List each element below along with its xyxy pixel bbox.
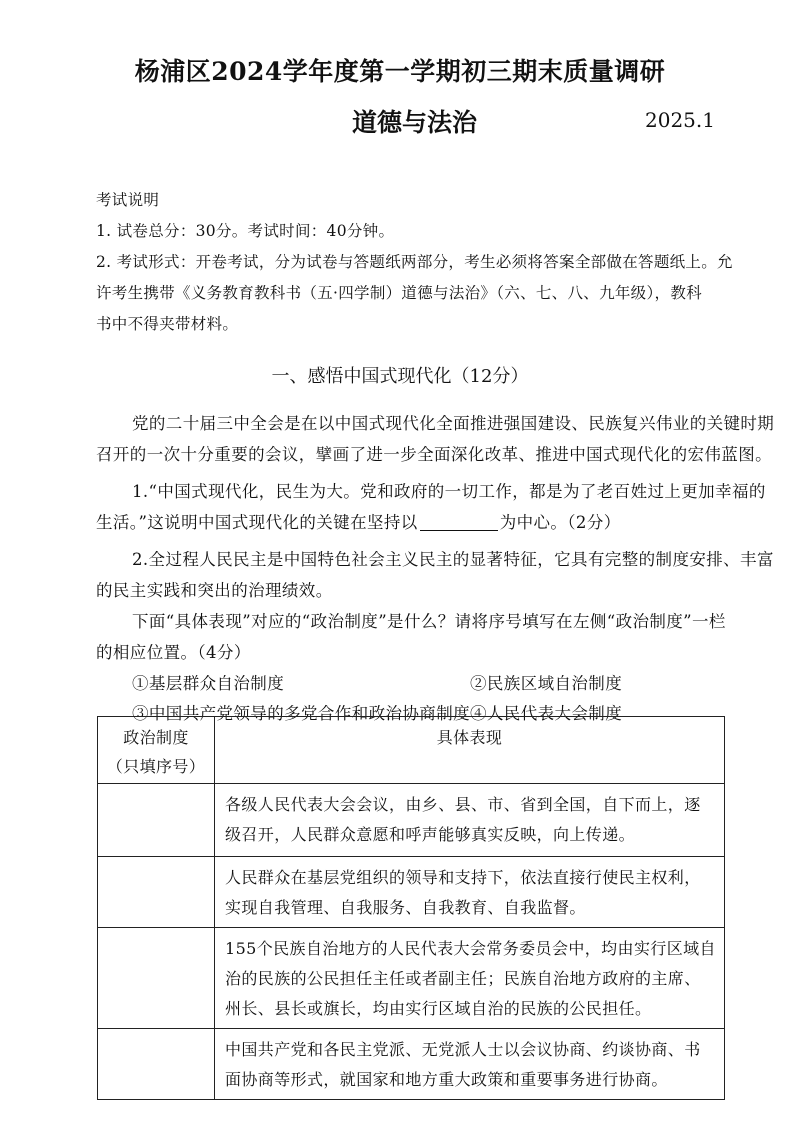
- question-1-text-after: 为中心。（2分）: [499, 513, 621, 532]
- header-col2-label: 具体表现: [436, 728, 503, 747]
- intro-line-2: 召开的一次十分重要的会议，擘画了进一步全面深化改革、推进中国式现代化的宏伟蓝图。: [96, 445, 772, 464]
- answer-cell-4[interactable]: [98, 1029, 215, 1100]
- section-title: 一、感悟中国式现代化（12分）: [271, 366, 529, 387]
- instruction-item-2-line3: 书中不得夹带材料。: [96, 315, 239, 333]
- exam-date: 2025.1: [645, 108, 715, 132]
- table-header-col2: [215, 717, 725, 784]
- question-2-line1: 2.全过程人民民主是中国特色社会主义民主的显著特征，它具有完整的制度安排、丰富: [132, 550, 774, 569]
- table-row: [98, 1029, 725, 1100]
- description-cell: 155个民族自治地方的人民代表大会常务委员会中，均由实行区域自治的民族的公民担任主任或者副主任；民族自治地方政府的主席、州长、县长或旗长，均由实行区域自治的民族的公民担任。: [215, 928, 725, 1029]
- table-row: [98, 857, 725, 928]
- table-header-col1: [98, 717, 215, 784]
- table-row: [98, 928, 725, 1029]
- question-2-line2: 的民主实践和突出的治理绩效。: [96, 581, 333, 600]
- table-header-row: [98, 717, 725, 784]
- table-row: [98, 784, 725, 857]
- instruction-item-1: 1. 试卷总分：30分。考试时间：40分钟。: [96, 222, 395, 240]
- option-3: ③中国共产党领导的多党合作和政治协商制度: [132, 704, 470, 723]
- instruction-item-2-line2: 许考生携带《义务教育教科书（五·四学制）道德与法治》（六、七、八、九年级），教科: [96, 284, 702, 302]
- header-col1-line1: 政治制度: [123, 728, 189, 747]
- political-system-table: [97, 716, 725, 1100]
- instruction-item-2-line1: 2. 考试形式：开卷考试，分为试卷与答题纸两部分，考生必须将答案全部做在答题纸上。允: [96, 253, 733, 271]
- exam-title: 杨浦区2024学年度第一学期初三期末质量调研: [134, 57, 666, 86]
- question-2-line3: 下面“具体表现”对应的“政治制度”是什么？请将序号填写在左侧“政治制度”一栏: [132, 612, 726, 631]
- question-2-line4: 的相应位置。（4分）: [96, 643, 251, 662]
- answer-blank: [420, 512, 498, 531]
- question-1-line2: [96, 509, 621, 533]
- question-1-line1: 1.“中国式现代化，民生为大。党和政府的一切工作，都是为了老百姓过上更加幸福的: [132, 482, 766, 501]
- description-cell: 中国共产党和各民主党派、无党派人士以会议协商、约谈协商、书面协商等形式，就国家和地方重大政策和重要事务进行协商。: [215, 1029, 725, 1100]
- instructions-heading: 考试说明: [96, 191, 160, 209]
- question-1-text-before: 生活。”这说明中国式现代化的关键在坚持以: [96, 513, 418, 532]
- answer-cell-2[interactable]: [98, 857, 215, 928]
- intro-line-1: 党的二十届三中全会是在以中国式现代化全面推进强国建设、民族复兴伟业的关键时期: [132, 414, 775, 433]
- answer-cell-1[interactable]: [98, 784, 215, 857]
- header-col1-line2: （只填序号）: [106, 757, 206, 776]
- subject-title: 道德与法治: [352, 108, 478, 137]
- option-2: ②民族区域自治制度: [470, 674, 623, 693]
- description-cell: 人民群众在基层党组织的领导和支持下，依法直接行使民主权利，实现自我管理、自我服务、自我教育、自我监督。: [215, 857, 725, 928]
- answer-cell-3[interactable]: [98, 928, 215, 1029]
- option-1: ①基层群众自治制度: [132, 674, 285, 693]
- description-cell: 各级人民代表大会会议，由乡、县、市、省到全国，自下而上，逐级召开，人民群众意愿和呼声能够真实反映，向上传递。: [215, 784, 725, 857]
- option-4: ④人民代表大会制度: [470, 704, 623, 723]
